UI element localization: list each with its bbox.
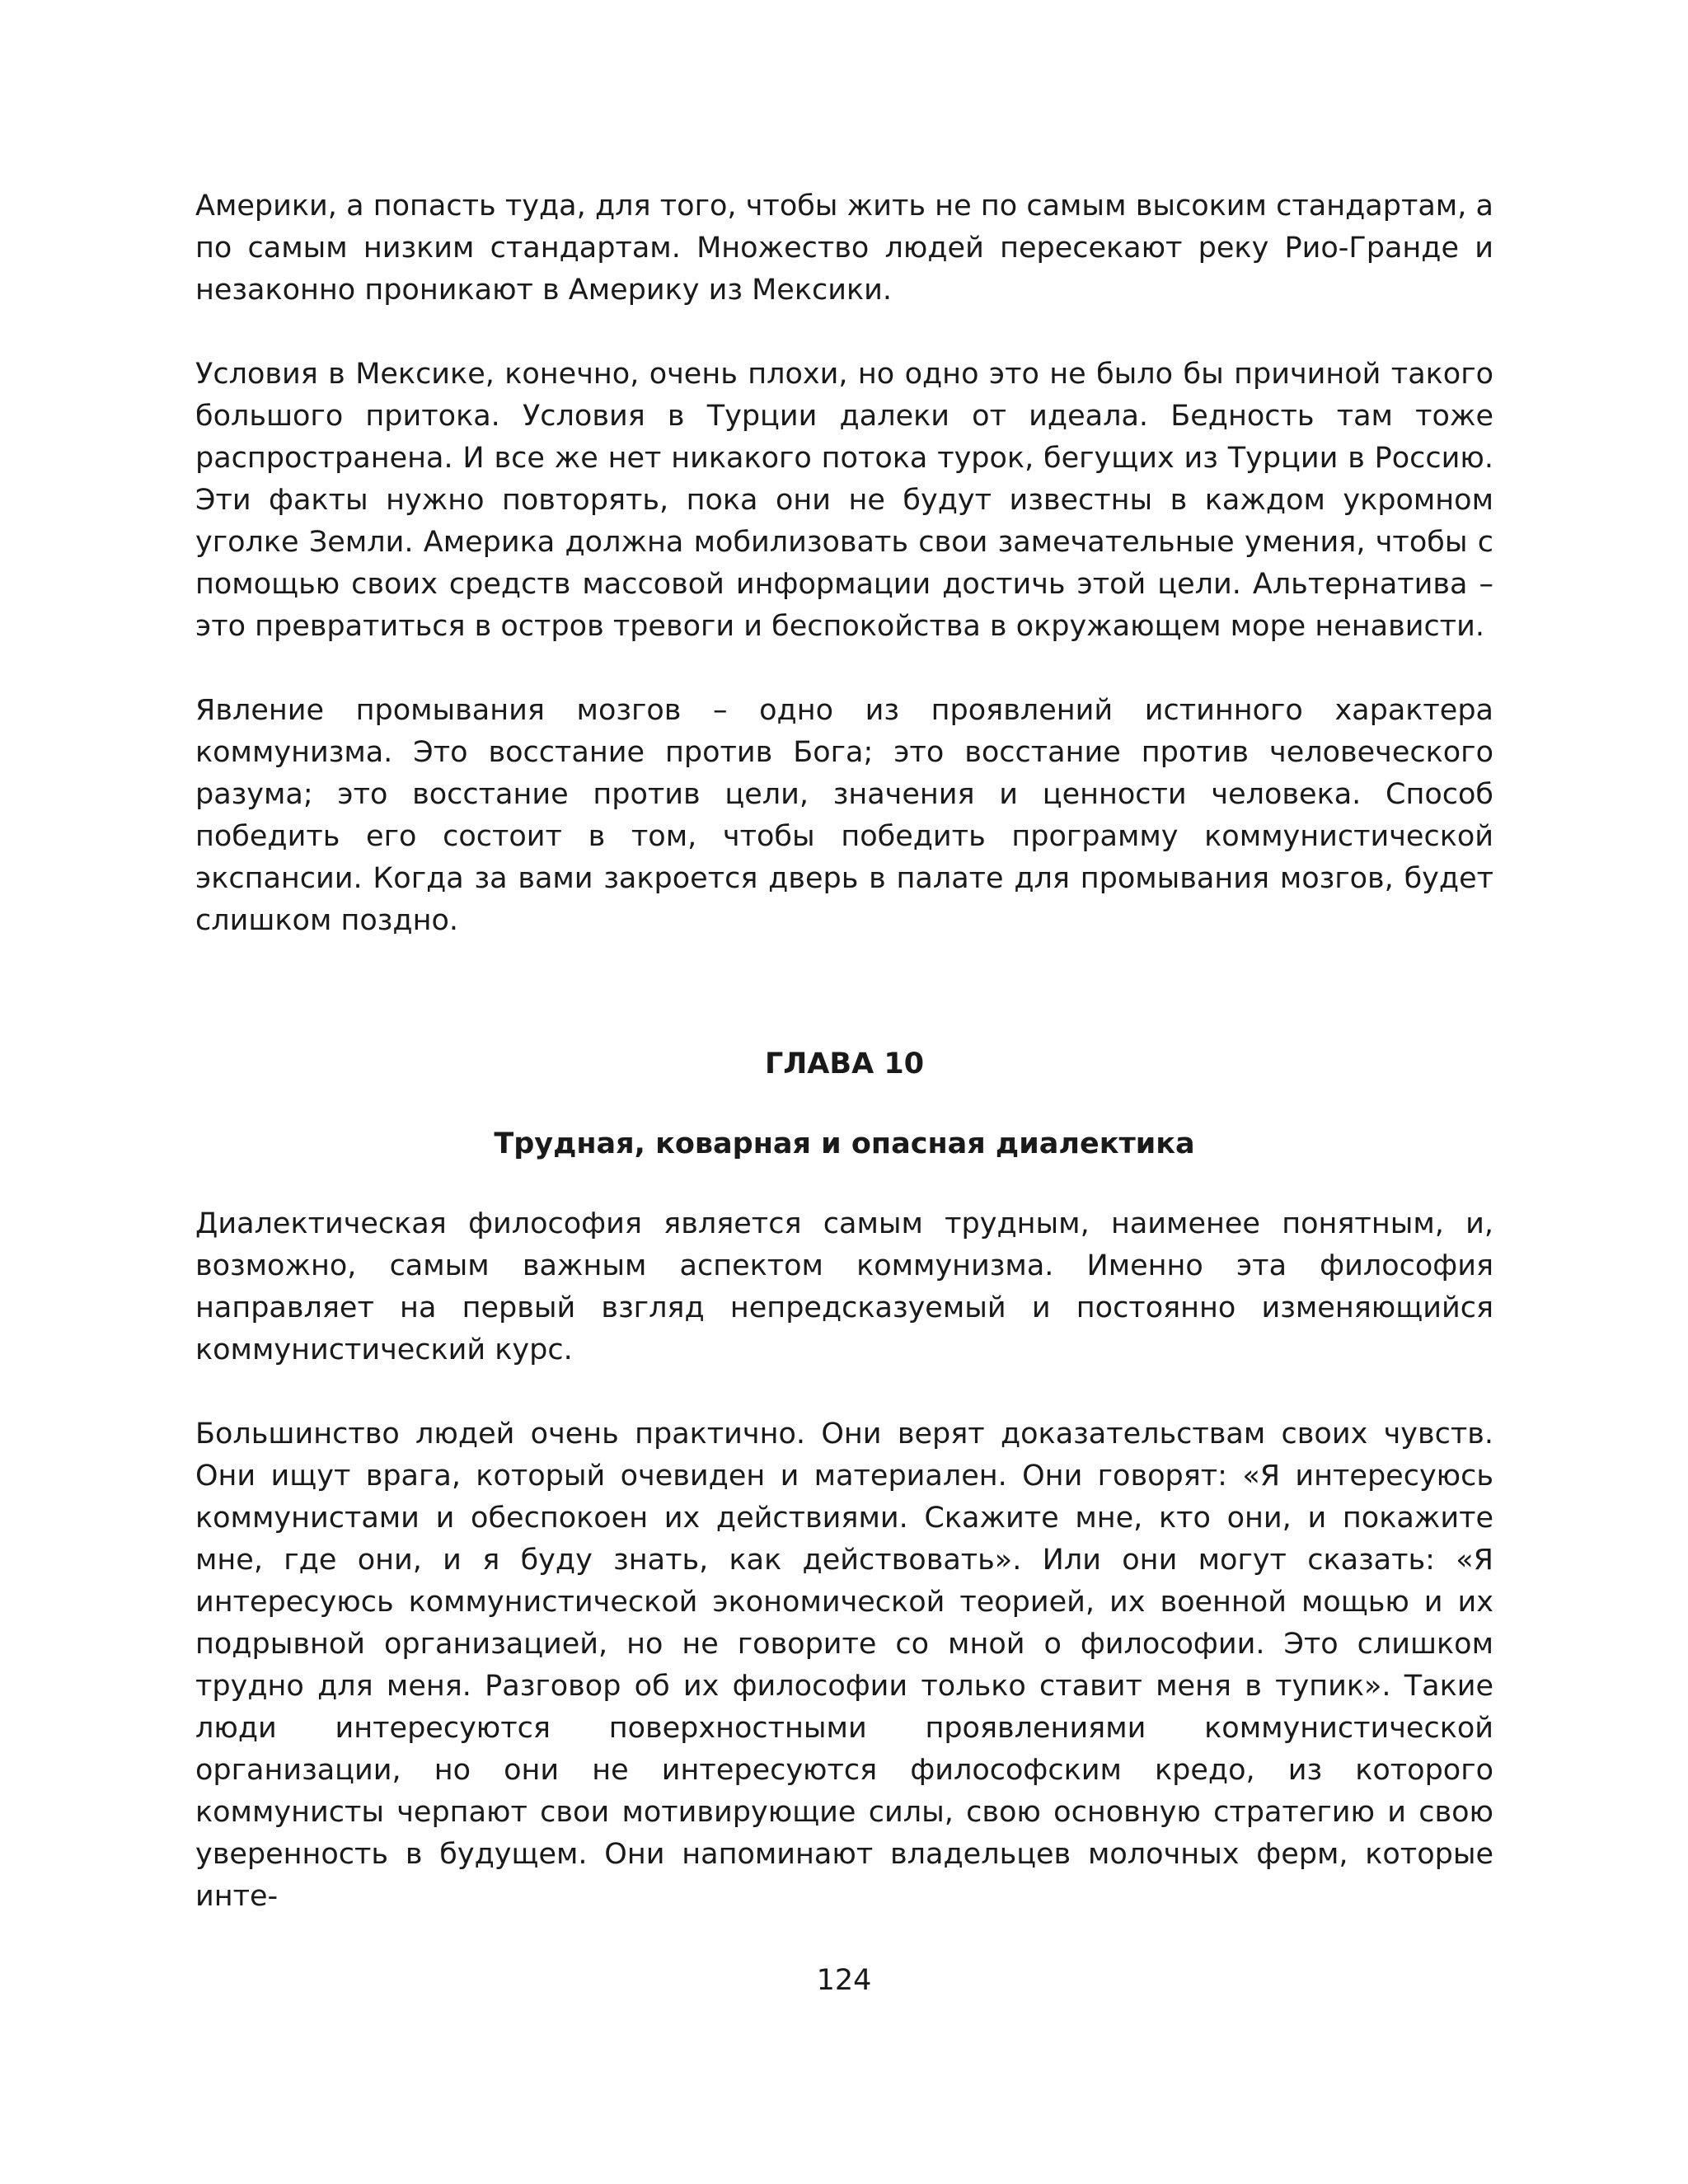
chapter-number: ГЛАВА 10 <box>764 1047 925 1080</box>
paragraph-dialectic: Диалектическая философия является самым трудным, наименее понятным, и, возможно, самым важным аспектом коммунизма. Именно эта философия направляет на первый взгляд непредсказуемый и постоянно изменяющийся коммунистический курс. <box>195 1207 1493 1366</box>
chapter-title: Трудная, коварная и опасная диалектика <box>494 1127 1195 1160</box>
paragraph-mexico-turkey: Условия в Мексике, конечно, очень плохи, но одно это не было бы причиной такого большого притока. Условия в Турции далеки от идеала. Бедность там тоже распространена. И все же нет никакого потока турок, бегущих из Турции в Россию. Эти факты нужно повторять, пока они не будут известны в каждом укромном уголке Земли. Америка должна мобилизовать свои замечательные умения, чтобы с помощью своих средств массовой информации достичь этой цели. Альтернатива – это превратиться в остров тревоги и беспокойства в окружающем море ненависти. <box>195 358 1493 643</box>
page-number: 124 <box>816 1964 872 1997</box>
paragraph-america: Америки, а попасть туда, для того, чтобы жить не по самым высоким стандартам, а по самым низким стандартам. Множество людей пересекают реку Рио-Гранде и незаконно проникают в Америку из Мексики. <box>195 190 1493 307</box>
paragraph-practical-people: Большинство людей очень практично. Они верят доказательствам своих чувств. Они ищут врага, который очевиден и материален. Они говорят: «Я интересуюсь коммунистами и обеспокоен их действиями. Скажите мне, кто они, и покажите мне, где они, и я буду знать, как действовать». Или они могут сказать: «Я интересуюсь коммунистической экономической теорией, их военной мощью и их подрывной организацией, но не говорите со мной о философии. Это слишком трудно для меня. Разговор об их философии только ставит меня в тупик». Такие люди интересуются поверхностными проявлениями коммунистической организации, но они не интересуются философским кредо, из которого коммунисты черпают свои мотивирующие силы, свою основную стратегию и свою уверенность в будущем. Они напоминают владельцев молочных ферм, которые инте- <box>195 1418 1493 1913</box>
document-page <box>195 185 1493 1918</box>
paragraph-brainwashing: Явление промывания мозгов – одно из проявлений истинного характера коммунизма. Это восстание против Бога; это восстание против человеческого разума; это восстание против цели, значения и ценности человека. Способ победить его состоит в том, чтобы победить программу коммунистической экспансии. Когда за вами закроется дверь в палате для промывания мозгов, будет слишком поздно. <box>195 694 1493 937</box>
